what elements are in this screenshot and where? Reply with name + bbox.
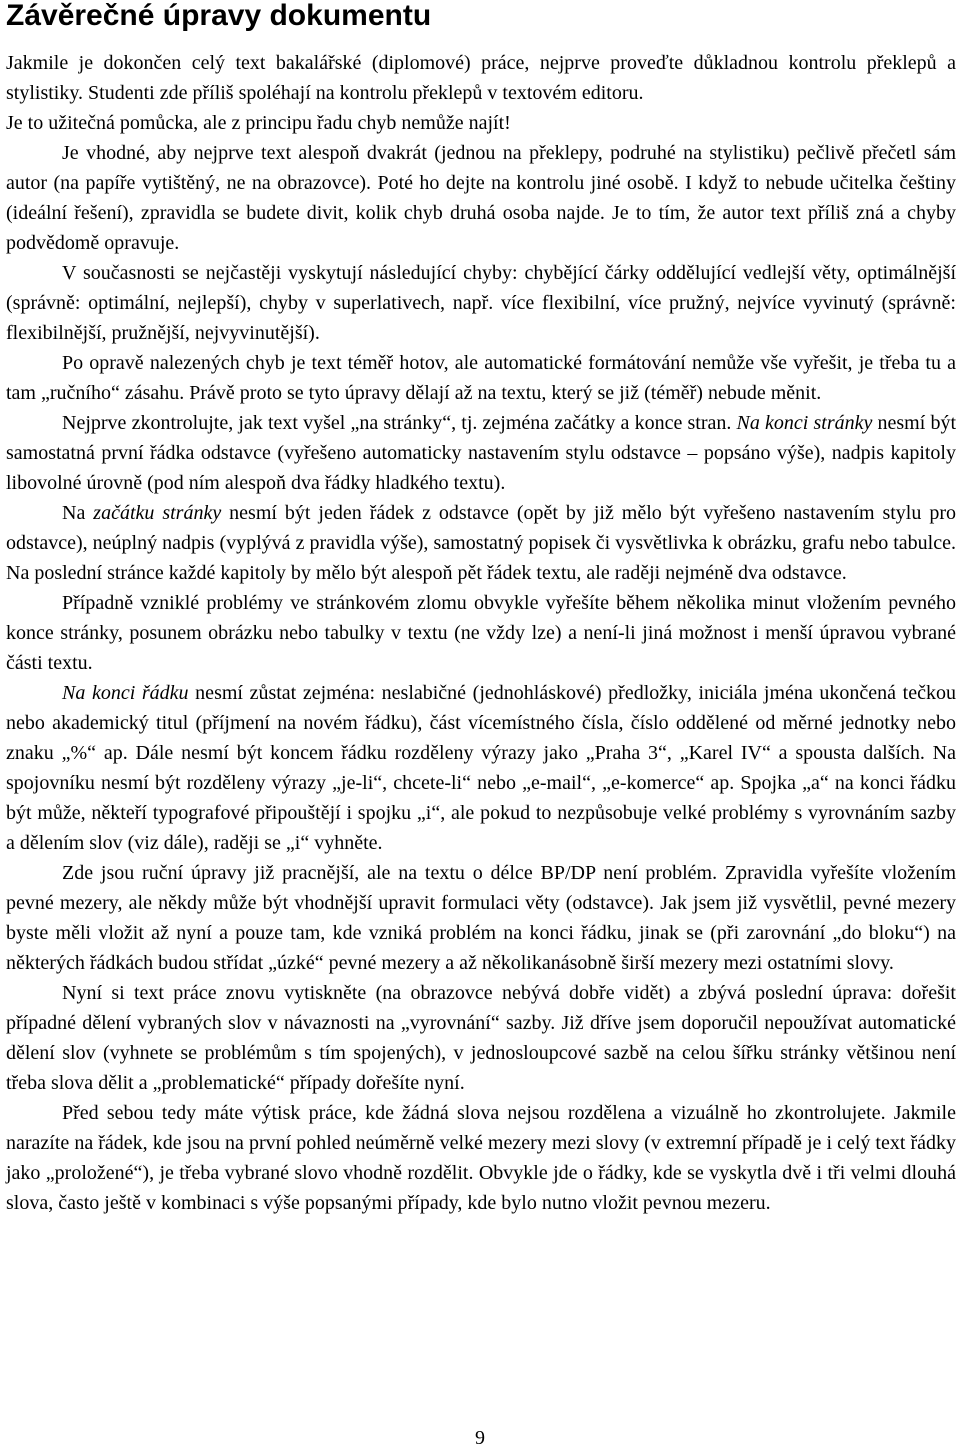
paragraph-visual-check: Před sebou tedy máte výtisk práce, kde žádná slova nejsou rozdělena a vizuálně ho zkontrolujete. Jakmile narazíte na řádek, kde jsou na první pohled neúměrně velké mezery mezi slovy (v extremní případě je i celý text řádky jako „proložené“), je třeba vybrané slovo vhodně rozdělit. Obvykle jde o řádky, kde se vyskytla dvě i tři velmi dlouhá slova, často ještě v kombinaci s výše popsanými případy, kde bylo nutno vložit pevnou mezeru. [6, 1102, 956, 1214]
paragraph-line-end: Na konci řádku nesmí zůstat zejména: neslabičné (jednohláskové) předložky, iniciála jména ukončená tečkou nebo akademický titul (příjmení na novém řádku), část vícemístného čísla, číslo oddělené od měrné jednotky nebo znaku „%“ ap. Dále nesmí být koncem řádku rozděleny výrazy jako „Praha 3“, „Karel IV“ a spousta dalších. Na spojovníku nesmí být rozděleny výrazy „je-li“, chcete-li“ nebo „e-mail“, „e-komerce“ ap. Spojka „a“ na konci řádku být může, někteří typografové připouštějí i spojku „i“, ale pokud to nezpůsobuje velké problémy s vyrovnáním sazby a dělením slov (viz dále), raději se „i“ vyhněte. [6, 682, 956, 854]
intro-emphasis: Je to užitečná pomůcka, ale z principu řadu chyb nemůže najít! [6, 112, 511, 134]
paragraph-non-breaking-spaces: Zde jsou ruční úpravy již pracnější, ale na textu o délce BP/DP není problém. Zpravidla vyřešíte vložením pevné mezery, ale někdy může být vhodnější upravit formulaci věty (odstavce). Jak jsem již vysvětlil, pevné mezery byste měli vložit až nyní a pouze tam, kde vzniká problém na konci řádku, jinak se (při zarovnání „do bloku“) na některých řádkách budou střídat „úzké“ pevné mezery a až několikanásobně širší mezery mezi ostatními slovy. [6, 862, 956, 974]
page-title: Závěrečné úpravy dokumentu [6, 0, 432, 32]
page-number: 9 [475, 1427, 485, 1449]
paragraph-page-start: Na začátku stránky nesmí být jeden řádek z odstavce (opět by již mělo být vyřešeno nastavením stylu pro odstavce), neúplný nadpis (vyplývá z pravidla výše), samostatný popisek či vysvětlivka k obrázku, grafu nebo tabulce. Na poslední stránce každé kapitoly by mělo být alespoň pět řádek textu, ale raději nejméně dva odstavce. [6, 502, 956, 584]
paragraph-proofreading: Je vhodné, aby nejprve text alespoň dvakrát (jednou na překlepy, podruhé na stylistiku) pečlivě přečetl sám autor (na papíře vytištěný, ne na obrazovce). Poté ho dejte na kontrolu jiné osobě. I když to nebude učitelka češtiny (ideální řešení), zpravidla se budete divit, kolik chyb druhá osoba najde. Je to tím, že autor text příliš zná a chyby podvědomě opravuje. [6, 142, 956, 254]
intro-text: Jakmile je dokončen celý text bakalářské (diplomové) práce, nejprve proveďte důkladnou kontrolu překlepů a stylistiky. Studenti zde příliš spoléhají na kontrolu překlepů v textovém editoru. [6, 52, 956, 104]
paragraph-page-break: Případně vzniklé problémy ve stránkovém zlomu obvykle vyřešíte během několika minut vložením pevného konce stránky, posunem obrázku nebo tabulky v textu (ne vždy lze) a není-li jiná možnost i menší úpravou vybrané části textu. [6, 592, 956, 674]
paragraph-hyphenation: Nyní si text práce znovu vytiskněte (na obrazovce nebývá dobře vidět) a zbývá poslední úprava: dořešit případné dělení vybraných slov v návaznosti na „vyrovnání“ sazby. Již dříve jsem doporučil nepoužívat automatické dělení slov (vyhnete se problémům s tím spojených), v jednosloupcové sazbě na celou šířku stránky většinou není třeba slova dělit a „problematické“ případy dořešíte nyní. [6, 982, 956, 1094]
document-body [6, 48, 956, 1218]
emphasis-page-end: Na konci stránky [736, 412, 873, 434]
paragraph-intro [6, 48, 956, 138]
emphasis-page-start: začátku stránky [93, 502, 222, 524]
paragraph-manual-fixes: Po opravě nalezených chyb je text téměř hotov, ale automatické formátování nemůže vše vyřešit, je třeba tu a tam „ručního“ zásahu. Právě proto se tyto úpravy dělají až na textu, který se již (téměř) nebude měnit. [6, 352, 956, 404]
paragraph-page-end: Nejprve zkontrolujte, jak text vyšel „na stránky“, tj. zejména začátky a konce stran. Na konci stránky nesmí být samostatná první řádka odstavce (vyřešeno automaticky nastavením stylu odstavce – popsáno výše), nadpis kapitoly libovolné úrovně (pod ním alespoň dva řádky hladkého textu). [6, 412, 956, 494]
paragraph-common-errors: V současnosti se nejčastěji vyskytují následující chyby: chybějící čárky oddělující vedlejší věty, optimálnější (správně: optimální, nejlepší), chyby v superlativech, např. více flexibilní, více pružný, nejvíce vyvinutý (správně: flexibilnější, pružnější, nejvyvinutější). [6, 262, 956, 344]
emphasis-line-end: Na konci řádku [62, 682, 189, 704]
